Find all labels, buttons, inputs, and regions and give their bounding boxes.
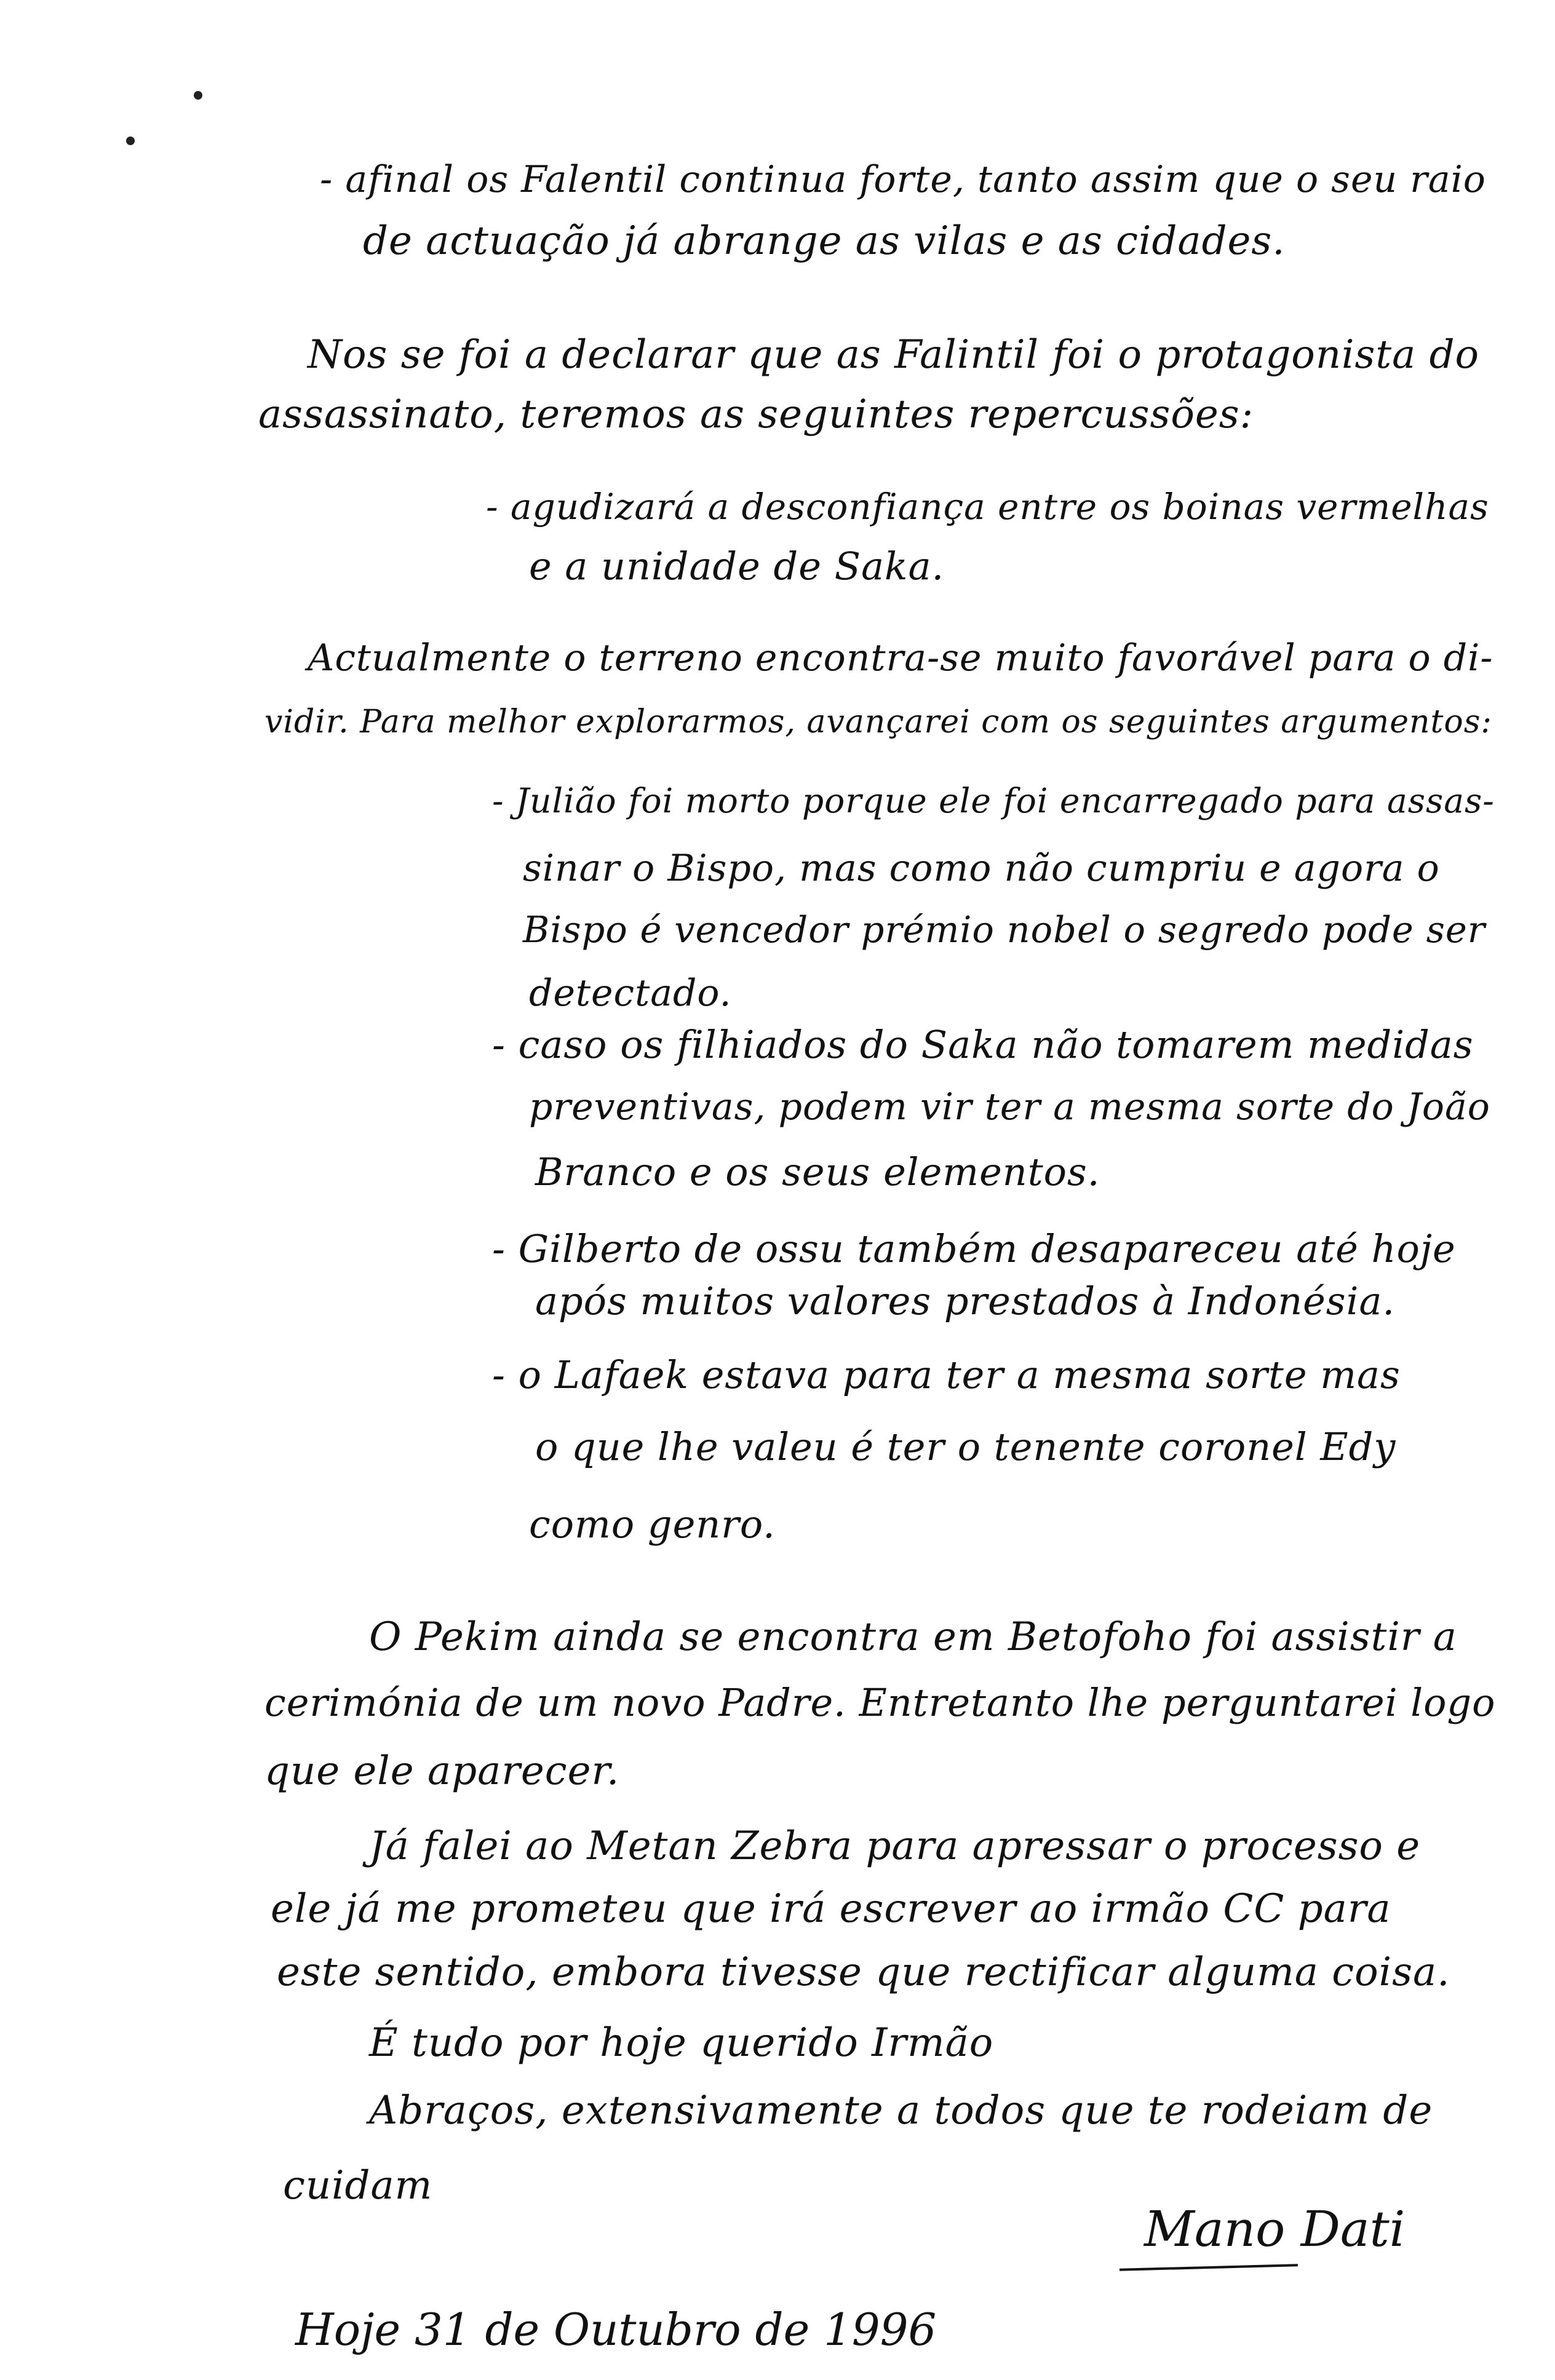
- letter-line: O Pekim ainda se encontra em Betofoho foi assistir a: [369, 1614, 1457, 1660]
- letter-line: Bispo é vencedor prémio nobel o segredo pode ser: [523, 908, 1486, 951]
- letter-line: Nos se foi a declarar que as Falintil foi o protagonista do: [308, 332, 1480, 378]
- letter-line: Branco e os seus elementos.: [535, 1149, 1100, 1194]
- letter-line: ele já me prometeu que irá escrever ao irmão CC para: [271, 1886, 1391, 1932]
- letter-line: - agudizará a desconfiança entre os boinas vermelhas: [486, 486, 1489, 528]
- letter-line: sinar o Bispo, mas como não cumpriu e agora o: [523, 847, 1440, 890]
- letter-line: Abraços, extensivamente a todos que te rodeiam de: [369, 2088, 1433, 2133]
- letter-line: Actualmente o terreno encontra-se muito favorável para o di-: [308, 637, 1493, 680]
- letter-line: de actuação já abrange as vilas e as cidades.: [363, 218, 1286, 264]
- letter-line: cuidam: [283, 2163, 433, 2208]
- letter-line: como genro.: [529, 1502, 776, 1547]
- letter-line: Já falei ao Metan Zebra para apressar o processo e: [369, 1823, 1421, 1869]
- letter-date: Hoje 31 de Outubro de 1996: [295, 2304, 937, 2355]
- letter-line: que ele aparecer.: [264, 1748, 620, 1794]
- letter-line: - caso os filhiados do Saka não tomarem medidas: [492, 1022, 1474, 1067]
- letter-line: o que lhe valeu é ter o tenente coronel Edy: [535, 1424, 1396, 1469]
- scan-speck: [126, 137, 135, 145]
- scan-speck: [194, 91, 202, 100]
- signature-underline: [1120, 2264, 1298, 2271]
- letter-line: - Gilberto de ossu também desapareceu até hoje: [492, 1226, 1456, 1271]
- letter-line: - Julião foi morto porque ele foi encarregado para assas-: [492, 781, 1495, 820]
- letter-line: É tudo por hoje querido Irmão: [369, 2020, 994, 2066]
- letter-line: assassinato, teremos as seguintes repercussões:: [258, 392, 1254, 437]
- letter-line: cerimónia de um novo Padre. Entretanto lhe perguntarei logo: [264, 1680, 1496, 1725]
- letter-line: - afinal os Falentil continua forte, tanto assim que o seu raio: [320, 158, 1486, 201]
- letter-line: vidir. Para melhor explorarmos, avançarei com os seguintes argumentos:: [264, 704, 1492, 740]
- letter-line: após muitos valores prestados à Indonésia.: [535, 1279, 1396, 1323]
- letter-line: e a unidade de Saka.: [529, 544, 945, 589]
- letter-line: - o Lafaek estava para ter a mesma sorte mas: [492, 1352, 1401, 1397]
- letter-line: este sentido, embora tivesse que rectificar alguma coisa.: [277, 1950, 1450, 1995]
- letter-line: preventivas, podem vir ter a mesma sorte do João: [529, 1085, 1490, 1129]
- letter-line: detectado.: [529, 972, 732, 1015]
- signature: Mano Dati: [1144, 2200, 1406, 2258]
